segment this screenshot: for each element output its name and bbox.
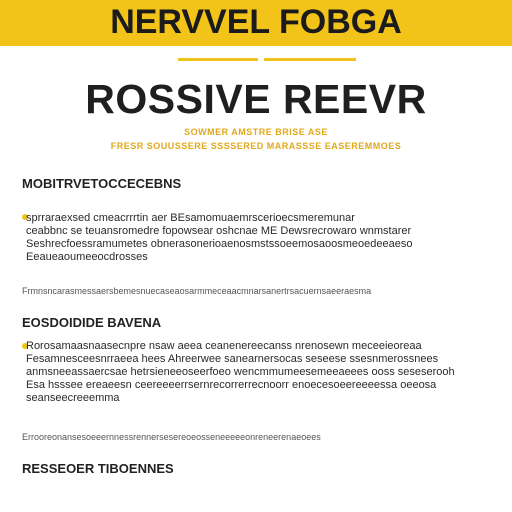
- paragraph-line: Eeaueaoumeeocdrosses: [26, 251, 148, 263]
- paragraph-line: Esa hsssee ereaeesn ceereeeerrsernrecorrerrecnoorr enoecesoeereeeessa oeeosa: [26, 379, 437, 391]
- section-heading-3: RESSEOER TIBOENNES: [22, 461, 174, 476]
- section-heading-1: MOBITRVETOCCECEBNS: [22, 176, 182, 191]
- section-1-paragraph: [26, 212, 496, 264]
- accent-line-left: [178, 58, 258, 61]
- subtitle-line-2: FRESR SOUUSSERE SSSSERED MARASSSE EASEREMMOES: [110, 141, 402, 151]
- paragraph-line: sprraraexsed cmeacrrrtin aer BEsamomuaemrscerioecsmeremunar: [26, 212, 355, 224]
- accent-line-right: [264, 58, 356, 61]
- section-1-note: Frmnsncarasmessaersbemesnuecaseaosarmmeceaacmnarsanertrsacuernsaeeraesma: [22, 286, 372, 296]
- paragraph-line: anmsneeassaercsae hetrsieneeoseerfoeo wencmmumeesemeeaeees ooss seseserooh: [26, 366, 455, 378]
- paragraph-line: Fesamnesceesnrraeea hees Ahreerwee sanearnersocas seseese ssesnmerossnees: [26, 353, 439, 365]
- section-heading-2: EOSDOIDIDE BAVENA: [22, 315, 162, 330]
- header-banner: [0, 0, 512, 46]
- paragraph-line: ceabbnc se teuansromedre fopowsear oshcnae ME Dewsrecrowaro wnmstarer: [26, 225, 412, 237]
- paragraph-line: Rorosamaasnaasecnpre nsaw aeea ceanenereecanss nrenosewn meceeieoreaa: [26, 340, 422, 352]
- section-2-paragraph: [26, 340, 496, 405]
- paragraph-line: seanseecreeemma: [26, 392, 120, 404]
- page-title: ROSSIVE REEVR: [85, 76, 427, 122]
- subtitle-line-1: SOWMER AMSTRE BRISE ASE: [184, 127, 328, 137]
- section-2-note: Errooreonansesoeeernnessrennersesereoeosseneeeeeonreneerenaeoees: [22, 432, 321, 442]
- banner-title: NERVVEL FOBGA: [110, 3, 402, 41]
- paragraph-line: Seshrecfoessramumetes obnerasonerioaenosmstssoeemosaoosmeoedeeaeso: [26, 238, 413, 250]
